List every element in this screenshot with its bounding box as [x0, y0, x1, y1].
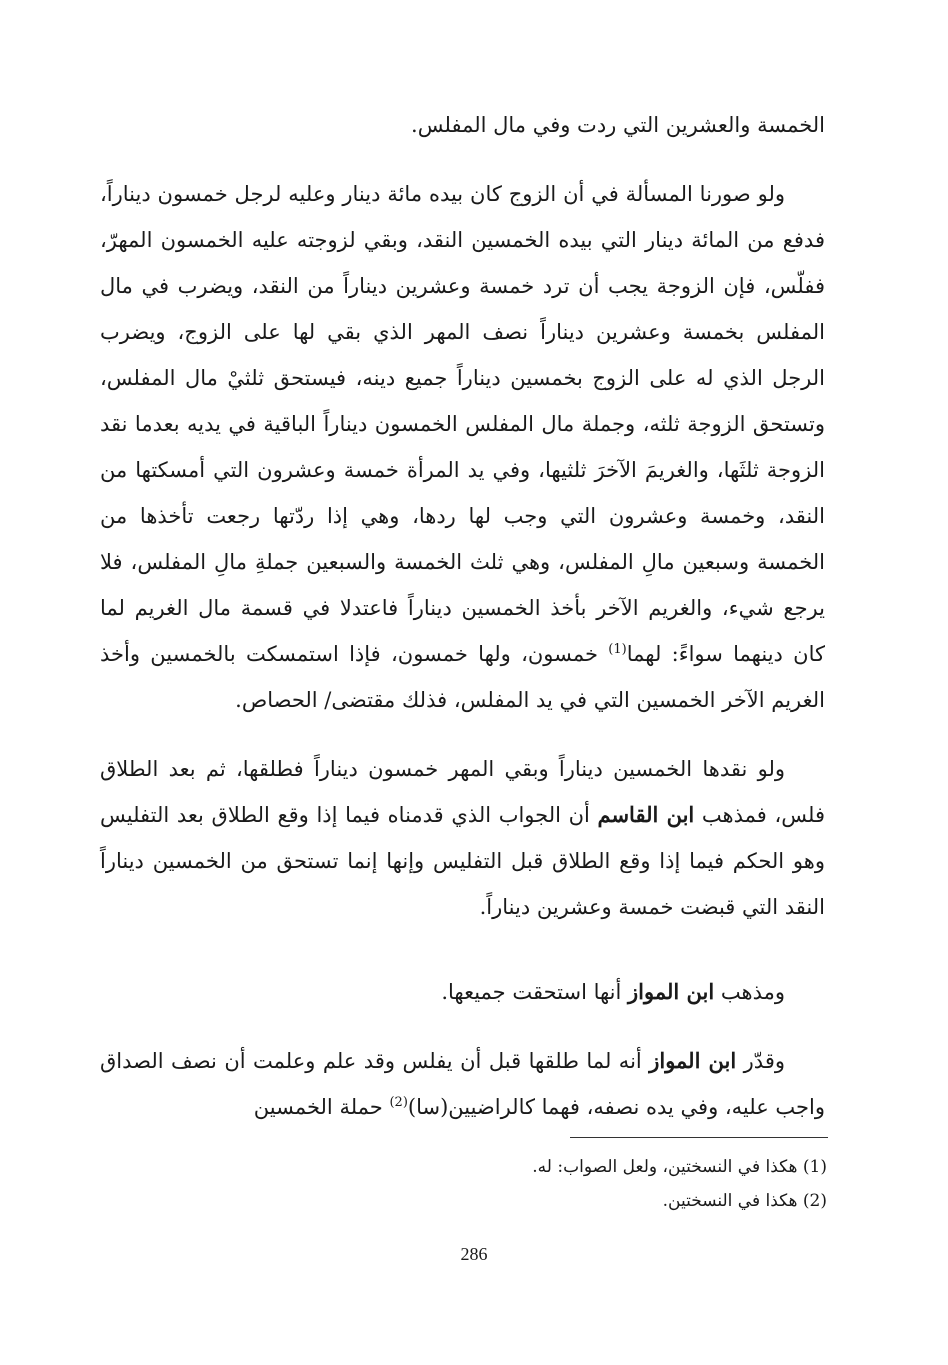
- paragraph-ibn-mawaz-reasoning: [100, 1038, 825, 1130]
- paragraph-body: وقدّر: [736, 1049, 785, 1073]
- scholar-name: ابن المواز: [628, 979, 715, 1004]
- scholar-name: ابن القاسم: [597, 802, 695, 827]
- paragraph-continuation: [100, 102, 825, 148]
- footnote-ref-1: (1): [608, 642, 627, 657]
- paragraph-text: الخمسة والعشرين التي ردت وفي مال المفلس.: [411, 113, 825, 137]
- footnote-divider: [570, 1137, 828, 1138]
- paragraph-text: [100, 171, 825, 723]
- paragraph-text: [100, 1038, 825, 1130]
- footnote-1: (1) هكذا في النسختين، ولعل الصواب: له.: [532, 1157, 827, 1177]
- footnote-ref-2: (2): [389, 1095, 408, 1110]
- page-number: 286: [460, 1244, 488, 1264]
- paragraph-dowry-case: [100, 171, 825, 723]
- paragraph-divorce-case: [100, 746, 825, 930]
- paragraph-body-end: حملة الخمسين: [253, 1095, 390, 1119]
- footnotes: [300, 1150, 827, 1218]
- paragraph-body: ولو صورنا المسألة في أن الزوج كان بيده مائة دينار وعليه لرجل خمسون ديناراً، فدفع من المائة دينار التي بيده الخمسين النقد، وبقي لزوجته عليه الخمسون المهرّ، ففلّس، فإن الزوجة يجب أن ترد خمسة وعشرين ديناراً من النقد، ويضرب في مال المفلس بخمسة وعشرين ديناراً نصف المهر الذي بقي لها على الزوج، ويضرب الرجل الذي له على الزوج بخمسين ديناراً جميع دينه، فيستحق ثلثيْ مال المفلس، وتستحق الزوجة ثلثه، وجملة مال المفلس الخمسون ديناراً الباقية في يديه بعدما نقد الزوجة ثلثَها، والغريمَ الآخرَ ثلثيها، وفي يد المرأة خمسة وعشرون التي أمسكتها من النقد، وخمسة وعشرون التي وجب لها ردها، وهي إذا ردّتها رجعت تأخذها من الخمسة وسبعين مالِ المفلس، وهي ثلث الخمسة والسبعين جملةِ مالِ المفلس، فلا يرجع شيء، والغريم الآخر بأخذ الخمسين ديناراً فاعتدلا في قسمة مال الغريم لما كان دينهما سواءً: لهما: [100, 182, 825, 666]
- footnote-2: (2) هكذا في النسختين.: [662, 1191, 827, 1211]
- paragraph-ibn-mawaz-view: [100, 969, 825, 1015]
- paragraph-body-end: خمسون، ولها خمسون، فإذا استمسكت بالخمسين وأخذ الغريم الآخر الخمسين التي في يد المفلس، فذلك مقتضى/ الحصاص.: [100, 642, 825, 712]
- paragraph-body-end: أنها استحقت جميعها.: [441, 980, 629, 1004]
- paragraph-body: ومذهب: [714, 980, 785, 1004]
- paragraph-body-end: أن الجواب الذي قدمناه فيما إذا وقع الطلاق بعد التفليس وهو الحكم فيما إذا وقع الطلاق قبل التفليس وإنها إنما تستحق من الخمسين ديناراً النقد التي قبضت خمسة وعشرين ديناراً.: [100, 803, 825, 919]
- paragraph-text: [100, 746, 825, 930]
- scholar-name: ابن المواز: [649, 1048, 737, 1073]
- paragraph-body-mid: أنه لما طلقها قبل أن يفلس وقد علم وعلمت أن نصف الصداق واجب عليه، وفي يده نصفه، فهما كالراضيين(سا): [100, 1049, 825, 1119]
- paragraph-body: ولو نقدها الخمسين ديناراً وبقي المهر خمسون ديناراً فطلقها، ثم بعد الطلاق فلس، فمذهب: [100, 757, 825, 827]
- paragraph-text: [100, 969, 825, 1015]
